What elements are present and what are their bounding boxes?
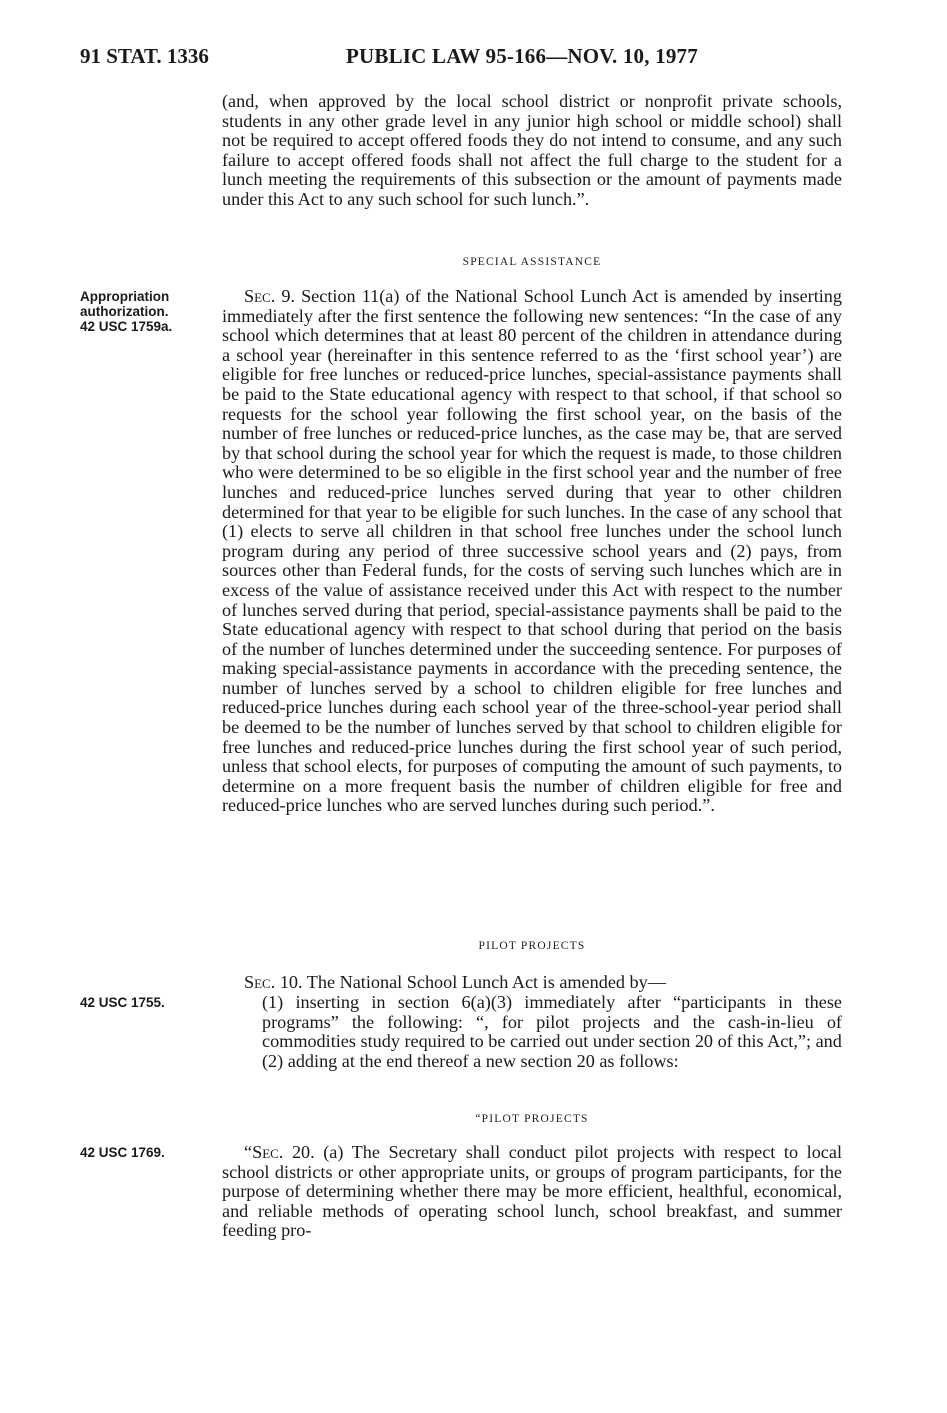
list-item-1: (1) inserting in section 6(a)(3) immediately after “participants in these programs” the following: “, for pilot projects and the cash-in-lieu of commodities study required to be carried out under section 20 of this Act,”; and [262, 992, 842, 1052]
section-20-text: 20. (a) The Secretary shall conduct pilot projects with respect to local school districts or other appropriate units, or groups of program participants, for the purpose of determining whether there may be more efficient, healthful, economical, and reliable methods of operating school lunch, school breakfast, and summer feeding pro- [222, 1142, 842, 1241]
section-label: Sec. [244, 286, 276, 306]
margin-note-line: authorization. [80, 304, 169, 319]
section-20-paragraph [222, 1143, 842, 1241]
heading-special-assistance: SPECIAL ASSISTANCE [462, 256, 602, 268]
section-label: Sec. [244, 972, 276, 992]
margin-note-line: 42 USC 1759a. [80, 319, 173, 334]
page-running-title: PUBLIC LAW 95-166—NOV. 10, 1977 [346, 44, 698, 68]
intro-paragraph: (and, when approved by the local school district or nonprofit private schools, students in any other grade level in any junior high school or middle school) shall not be required to accept offered foods they do not intend to consume, and any such failure to accept offered foods shall not affect the full charge to the student for a lunch meeting the requirements of this subsection or the amount of payments made under this Act to any such school for such lunch.”. [222, 91, 842, 209]
section-9-text: 9. Section 11(a) of the National School Lunch Act is amended by inserting immediately after the first sentence the following new sentences: “In the case of any school which determines that at least 80 percent of the children in attendance during a school year (hereinafter in this sentence referred to as the ‘first school year’) are eligible for free lunches or reduced-price lunches, special-assistance payments shall be paid to the State educational agency with respect to that school, if that school so requests for the school year following the first school year, on the basis of the number of free lunches or reduced-price lunches, as the case may be, that are served by that school during the school year for which the request is made, to those children who were determined to be so eligible in the first school year and the number of free lunches and reduced-price lunches served during that year to other children determined for that year to be eligible for such lunches. In the case of any school that (1) elects to serve all children in that school free lunches under the school lunch program during any period of three successive school years and (2) pays, from sources other than Federal funds, for the costs of serving such lunches which are in excess of the value of assistance received under this Act with respect to the number of lunches served during that period, special-assistance payments shall be paid to the State educational agency with respect to that school during that period on the basis of the number of lunches determined under the succeeding sentence. For purposes of making special-assistance payments in accordance with the preceding sentence, the number of lunches served by a school to children eligible for free lunches and reduced-price lunches during each school year of the three-school-year period shall be deemed to be the number of lunches served by that school to children eligible for free lunches and reduced-price lunches during the first school year of such period, unless that school elects, for purposes of computing the amount of such payments, to determine on a more frequent basis the number of children eligible for free and reduced-price lunches who are served lunches during such period.”. [222, 286, 842, 816]
section-9-paragraph [222, 287, 842, 816]
margin-note-line: Appropriation [80, 289, 170, 304]
section-10-text: 10. The National School Lunch Act is amended by— [275, 972, 666, 992]
margin-note-appropriation [80, 289, 172, 334]
list-item-2: (2) adding at the end thereof a new section 20 as follows: [262, 1051, 679, 1071]
heading-pilot-projects-quoted: “PILOT PROJECTS [475, 1113, 589, 1125]
page-stat-number: 91 STAT. 1336 [80, 44, 209, 68]
margin-note-1755: 42 USC 1755. [80, 995, 165, 1010]
margin-note-1769: 42 USC 1769. [80, 1145, 165, 1160]
heading-pilot-projects: PILOT PROJECTS [478, 940, 586, 952]
section-10-paragraph [222, 973, 842, 993]
section-label: “Sec. [244, 1142, 284, 1162]
